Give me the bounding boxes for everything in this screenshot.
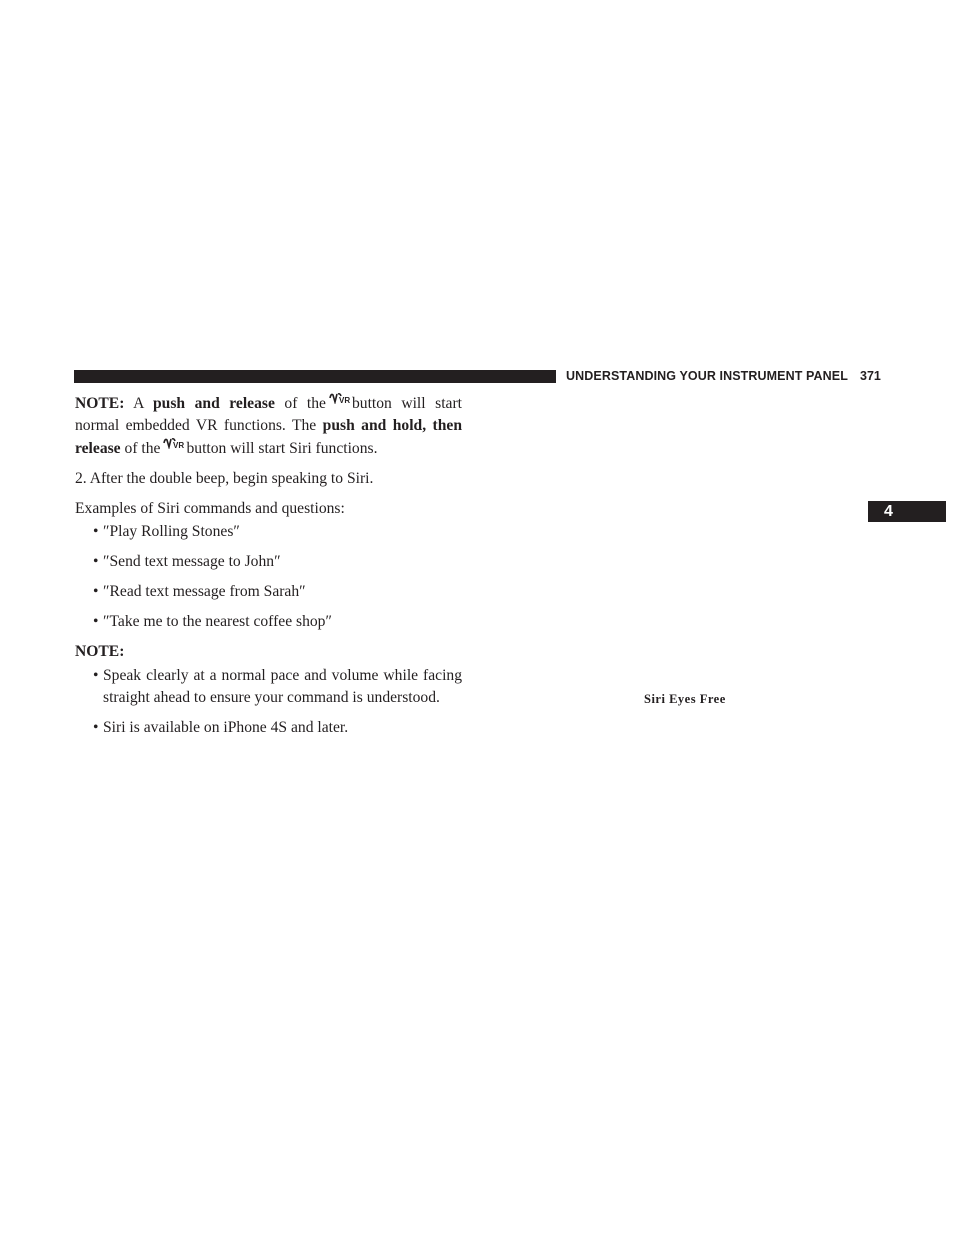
list-item: • ″Take me to the nearest coffee shop″ <box>75 611 462 633</box>
page-number: 371 <box>860 369 881 383</box>
vr-voice-button-icon <box>163 437 185 449</box>
note-text: button will start normal embedded VR functions. The <box>75 395 462 434</box>
note-list <box>75 665 462 739</box>
figure-caption: Siri Eyes Free <box>644 692 726 706</box>
note-emphasis: push and hold, then release <box>75 417 463 457</box>
list-item: • ″Play Rolling Stones″ <box>75 521 462 543</box>
note-text: of the <box>124 440 161 457</box>
bullet: • <box>93 719 99 736</box>
text-column <box>75 392 462 747</box>
chapter-tab: 4 <box>868 501 946 522</box>
note-text: A <box>133 395 144 412</box>
bullet: • <box>93 553 99 570</box>
note-text: of the <box>284 395 326 412</box>
bullet: • <box>93 523 99 540</box>
note-paragraph <box>75 392 462 460</box>
list-item: • ″Read text message from Sarah″ <box>75 581 462 603</box>
note-emphasis: push and release <box>153 395 275 412</box>
bullet: • <box>93 583 99 600</box>
examples-intro: Examples of Siri commands and questions: <box>75 500 345 517</box>
vr-voice-button-icon <box>329 392 351 404</box>
note-label: NOTE: <box>75 395 125 412</box>
list-item: • Speak clearly at a normal pace and volume while facing straight ahead to ensure your command is understood. <box>93 667 462 706</box>
note-text: button will start Siri functions. <box>186 440 378 457</box>
svg-text:VR: VR <box>173 441 185 449</box>
bullet: • <box>93 613 99 630</box>
section-title: UNDERSTANDING YOUR INSTRUMENT PANEL <box>566 369 848 383</box>
list-item: • ″Send text message to John″ <box>75 551 462 573</box>
step-paragraph: 2. After the double beep, begin speaking to Siri. <box>75 470 374 487</box>
bullet: • <box>93 667 99 684</box>
list-item: • Siri is available on iPhone 4S and later. <box>75 717 462 739</box>
svg-text:VR: VR <box>338 396 351 404</box>
note-label: NOTE: <box>75 643 125 660</box>
examples-list <box>75 521 462 633</box>
header-rule <box>74 370 556 383</box>
